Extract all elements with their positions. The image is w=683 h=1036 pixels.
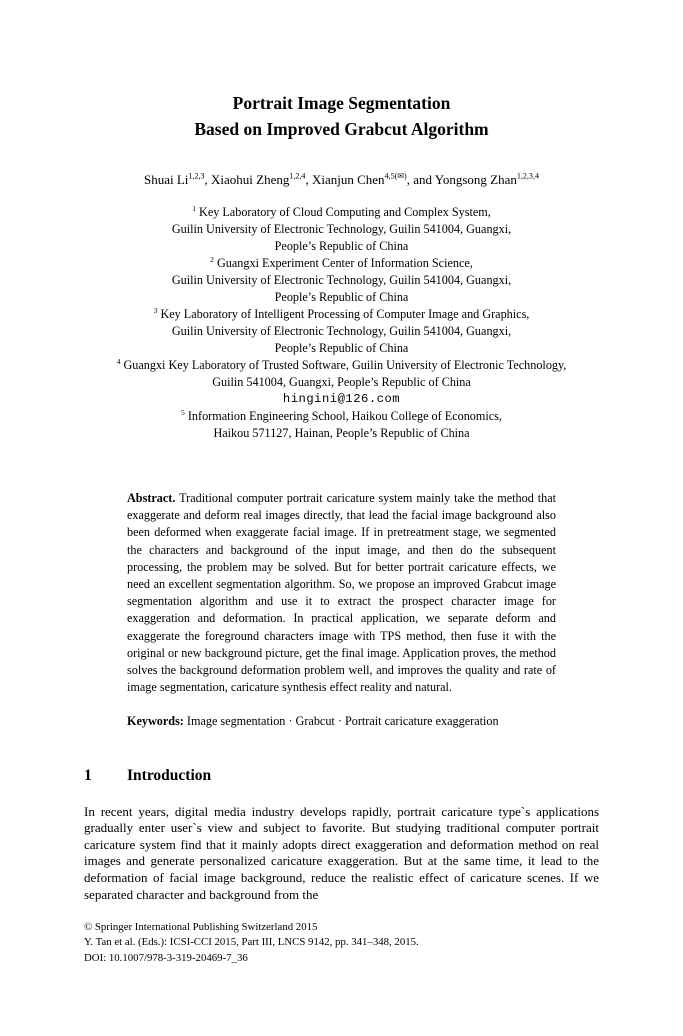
affiliation-1-line1: Key Laboratory of Cloud Computing and Complex System, — [199, 205, 491, 219]
author-name-4: Yongsong Zhan — [434, 172, 517, 187]
footer-editors-citation: Y. Tan et al. (Eds.): ICSI-CCI 2015, Part III, LNCS 9142, pp. 341–348, 2015. — [84, 936, 419, 949]
corresponding-email: hingini@126.com — [282, 392, 401, 406]
author-affiliation-refs-4: 1,2,3,4 — [516, 171, 539, 181]
section-1-title: Introduction — [127, 766, 212, 784]
affiliation-2-number: 2 — [210, 254, 214, 264]
affiliation-3-line1: Key Laboratory of Intelligent Processing of Computer Image and Graphics, — [160, 307, 530, 321]
affiliation-1-number: 1 — [192, 203, 196, 213]
section-1-number: 1 — [84, 766, 92, 784]
author-affiliation-refs-1: 1,2,3 — [188, 171, 205, 181]
affiliation-4-line1: Guangxi Key Laboratory of Trusted Software, Guilin University of Electronic Technology, — [123, 358, 567, 372]
author-separator-2: , — [305, 172, 312, 187]
page-footer — [84, 920, 599, 966]
affiliation-1-line3: People’s Republic of China — [274, 239, 409, 253]
affiliation-1 — [84, 204, 599, 255]
affiliation-5-line1: Information Engineering School, Haikou College of Economics, — [187, 409, 502, 423]
authors-line — [84, 172, 599, 188]
abstract-label: Abstract. — [127, 491, 176, 505]
affiliation-1-line2: Guilin University of Electronic Technology, Guilin 541004, Guangxi, — [171, 222, 512, 236]
introduction-paragraph: In recent years, digital media industry develops rapidly, portrait caricature type`s applications gradually enter user`s view and subject to favorite. But studying traditional computer portrait caricature system find that it mainly adopts direct exaggeration and deformation method on real images and generate personalized caricature exaggeration. But at the same time, it lead to the deformation of facial image background, reduce the realistic effect of caricature scenes. If we separated character and background from the — [84, 803, 599, 902]
affiliation-2-line2: Guilin University of Electronic Technology, Guilin 541004, Guangxi, — [171, 273, 512, 287]
author-name-3: Xianjun Chen — [311, 172, 385, 187]
keywords-label: Keywords: — [127, 714, 184, 729]
abstract-text: Traditional computer portrait caricature system mainly take the method that exaggerate and deform real images directly, that lead the facial image background also been deformed when exaggerate facial image. If in pretreatment stage, we segmented the characters and background of the input image, and then do the subsequent processing, the problem may be solved. But for better portrait caricature effects, we need an excellent segmentation algorithm. So, we propose an improved Grabcut image segmentation algorithm and use it to extract the prospect character image for exaggeration and deformation. In practical application, we separate deform and exaggerate the foreground characters image with TPS method, then fuse it with the original or new background picture, get the final image. Application proves, the method solves the background deformation problem well, and improves the quality and rate of image segmentation, caricature synthesis effect reality and natural. — [127, 491, 557, 695]
keywords-line — [127, 713, 556, 730]
affiliation-2-line1: Guangxi Experiment Center of Information Science, — [216, 256, 473, 270]
author-name-2: Xiaohui Zheng — [211, 172, 290, 187]
affiliation-5-line2: Haikou 571127, Hainan, People’s Republic of China — [213, 426, 470, 440]
affiliation-3 — [84, 306, 599, 357]
footer-copyright: © Springer International Publishing Switzerland 2015 — [84, 921, 318, 934]
footer-doi: DOI: 10.1007/978-3-319-20469-7_36 — [84, 951, 248, 964]
section-1-heading — [84, 767, 599, 785]
author-name-1: Shuai Li — [144, 172, 189, 187]
affiliation-4-line2: Guilin 541004, Guangxi, People’s Republic of China — [212, 375, 471, 389]
paper-title-line2: Based on Improved Grabcut Algorithm — [194, 119, 489, 139]
affiliation-2-line3: People’s Republic of China — [274, 290, 409, 304]
affiliation-2 — [84, 255, 599, 306]
affiliation-4-number: 4 — [116, 356, 121, 366]
abstract — [127, 490, 556, 696]
paper-title-line1: Portrait Image Segmentation — [232, 93, 451, 113]
affiliation-5-number: 5 — [181, 407, 185, 417]
keywords-text: Image segmentation · Grabcut · Portrait caricature exaggeration — [186, 714, 499, 729]
affiliation-4 — [84, 357, 599, 391]
author-separator-3: , and — [406, 172, 435, 187]
paper-title — [84, 90, 599, 142]
affiliation-3-line3: People’s Republic of China — [274, 341, 409, 355]
author-affiliation-refs-3: 4,5(✉) — [384, 171, 407, 181]
affiliations-block — [84, 204, 599, 442]
author-affiliation-refs-2: 1,2,4 — [289, 171, 306, 181]
author-separator-1: , — [204, 172, 212, 187]
affiliation-3-line2: Guilin University of Electronic Technology, Guilin 541004, Guangxi, — [171, 324, 512, 338]
affiliation-5 — [84, 408, 599, 442]
affiliation-3-number: 3 — [153, 305, 158, 315]
